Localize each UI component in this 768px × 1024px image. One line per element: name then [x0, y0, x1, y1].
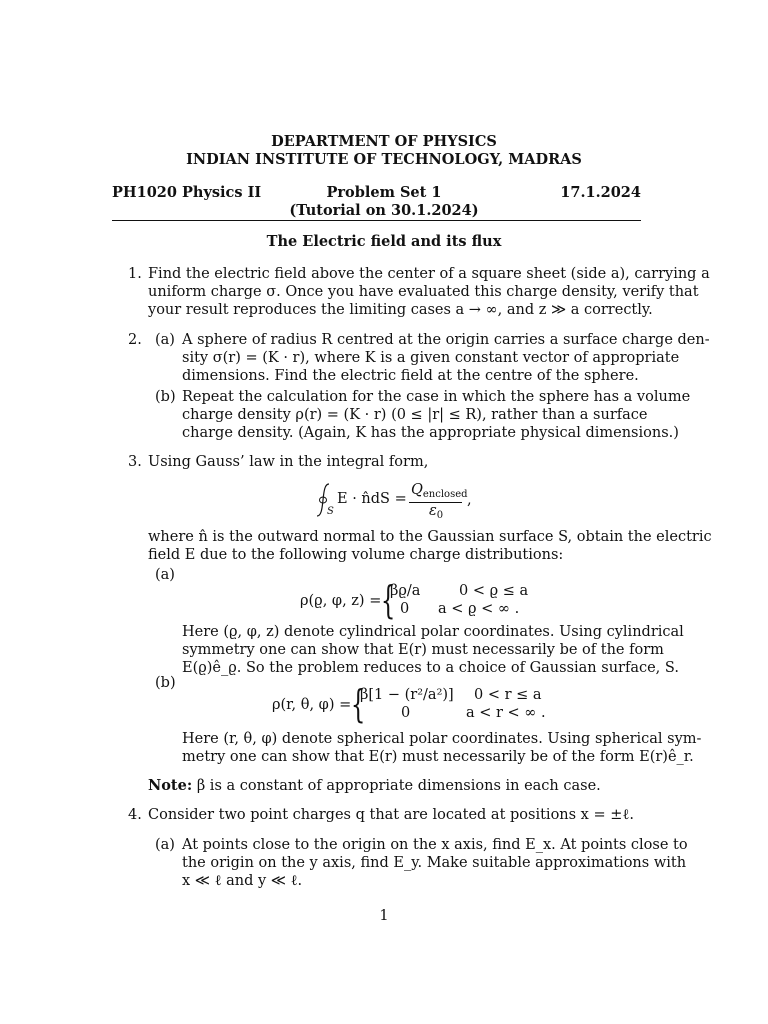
- q4a-line-1: At points close to the origin on the x axis, find E_x. At points close to: [182, 837, 688, 853]
- q2b-label: (b): [155, 389, 176, 405]
- q4a-label: (a): [155, 837, 175, 853]
- q1-line-2: uniform charge σ. Once you have evaluated this charge density, verify that: [148, 284, 699, 300]
- q2a-line-2: sity σ(r) = (K · r), where K is a given constant vector of appropriate: [182, 350, 680, 366]
- q1-number: 1.: [128, 266, 142, 282]
- q3b-density-lhs: ρ(r, θ, φ) =: [272, 697, 352, 713]
- q3a-case1-condition: 0 < ϱ ≤ a: [459, 583, 529, 599]
- q2b-line-2: charge density ρ(r) = (K · r) (0 ≤ |r| ≤ R), rather than a surface: [182, 407, 648, 423]
- q2-number: 2.: [128, 332, 142, 348]
- q3-number: 3.: [128, 454, 142, 470]
- q3a-text-2: symmetry one can show that E(r) must necessarily be of the form: [182, 642, 664, 658]
- q2b-line-3: charge density. (Again, K has the appropriate physical dimensions.): [182, 425, 679, 441]
- note-text: β is a constant of appropriate dimensions in each case.: [196, 778, 601, 794]
- q3a-case2-condition: a < ϱ < ∞ .: [438, 601, 520, 617]
- q3a-label: (a): [155, 567, 175, 583]
- q3a-case2-value: 0: [400, 601, 410, 617]
- q3a-text-1: Here (ϱ, φ, z) denote cylindrical polar coordinates. Using cylindrical: [182, 624, 684, 640]
- q4-intro: Consider two point charges q that are located at positions x = ±ℓ.: [148, 807, 634, 823]
- q2b-line-1: Repeat the calculation for the case in which the sphere has a volume: [182, 389, 691, 405]
- q3b-case2-value: 0: [401, 705, 411, 721]
- epsilon: ε: [429, 503, 437, 519]
- q1-line-1: Find the electric field above the center of a square sheet (side a), carrying a: [148, 266, 710, 282]
- q-enclosed: Q: [411, 482, 423, 498]
- q-enclosed-subscript: enclosed: [422, 489, 468, 500]
- q3-after-line-1: where n̂ is the outward normal to the Gaussian surface S, obtain the electric: [148, 529, 712, 545]
- q2a-line-1: A sphere of radius R centred at the origin carries a surface charge den-: [182, 332, 710, 348]
- q3a-brace: {: [380, 578, 396, 622]
- q3b-text-2: metry one can show that E(r) must necessarily be of the form E(r)ê_r.: [182, 749, 694, 765]
- page-number: 1: [379, 908, 389, 924]
- q3-after-line-2: field E due to the following volume charge distributions:: [148, 547, 564, 563]
- q1-line-3: your result reproduces the limiting cases a → ∞, and z ≫ a correctly.: [148, 302, 653, 318]
- q3b-case2-condition: a < r < ∞ .: [466, 705, 546, 721]
- q3a-text-3: E(ϱ)ê_ϱ. So the problem reduces to a choice of Gaussian surface, S.: [182, 660, 679, 676]
- problem-set-label: Problem Set 1: [326, 184, 442, 201]
- q3-intro: Using Gauss’ law in the integral form,: [148, 454, 429, 470]
- course-code: PH1020 Physics II: [112, 184, 262, 201]
- q4-number: 4.: [128, 807, 142, 823]
- institute-heading: INDIAN INSTITUTE OF TECHNOLOGY, MADRAS: [186, 151, 582, 168]
- header-rule: [112, 220, 641, 221]
- surface-subscript: S: [327, 506, 334, 517]
- q3b-text-1: Here (r, θ, φ) denote spherical polar coordinates. Using spherical sym-: [182, 731, 702, 747]
- gauss-lhs: E · n̂dS =: [337, 491, 407, 507]
- note-label: Note:: [148, 777, 193, 794]
- q3b-case1-value: β[1 − (r²/a²)]: [360, 687, 454, 703]
- epsilon-subscript: 0: [436, 510, 444, 521]
- q2a-label: (a): [155, 332, 175, 348]
- q3a-case1-value: βϱ/a: [390, 583, 421, 599]
- page-title: The Electric field and its flux: [266, 233, 502, 250]
- q4a-line-3: x ≪ ℓ and y ≪ ℓ.: [182, 873, 303, 889]
- department-heading: DEPARTMENT OF PHYSICS: [271, 133, 497, 150]
- q3b-brace: {: [350, 682, 366, 726]
- tutorial-date: (Tutorial on 30.1.2024): [289, 202, 479, 219]
- equation-comma: ,: [467, 492, 472, 508]
- q2a-line-3: dimensions. Find the electric field at the centre of the sphere.: [182, 368, 639, 384]
- date: 17.1.2024: [560, 184, 641, 201]
- q4a-line-2: the origin on the y axis, find E_y. Make suitable approximations with: [182, 855, 687, 871]
- q3b-case1-condition: 0 < r ≤ a: [474, 687, 542, 703]
- q3b-label: (b): [155, 675, 176, 691]
- q3a-density-lhs: ρ(ϱ, φ, z) =: [300, 593, 382, 609]
